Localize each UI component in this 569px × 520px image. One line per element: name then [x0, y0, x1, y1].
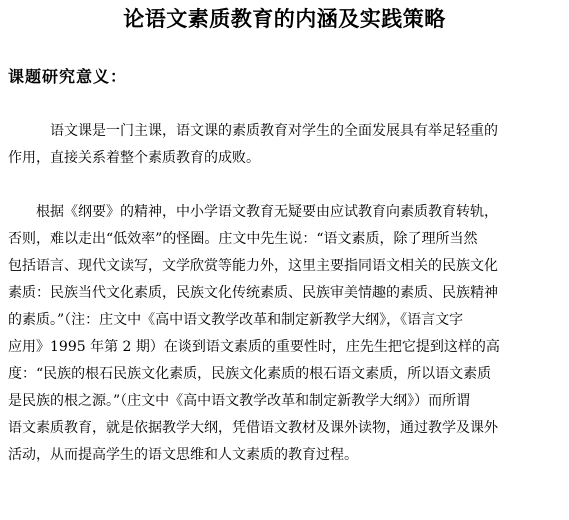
paragraph-line: 的素质。”（注：庄文中《高中语文教学改革和制定新教学大纲》，《语言文字 [8, 312, 464, 328]
paragraph-line: 包括语言、现代文读写，文学欣赏等能力外，这里主要指同语文相关的民族文化 [8, 258, 498, 274]
paragraph-line: 度：“民族的根石民族文化素质，民族文化素质的根石语文素质，所以语文素质 [8, 366, 492, 382]
document-title: 论语文素质教育的内涵及实践策略 [123, 6, 446, 31]
section-heading: 课题研究意义： [8, 67, 128, 86]
paragraph-line: 语文素质教育，就是依据教学大纲，凭借语文教材及课外读物，通过教学及课外 [8, 420, 498, 436]
paragraph-line: 否则，难以走出“低效率”的怪圈。庄文中先生说：“语文素质，除了理所当然 [8, 231, 478, 247]
paragraph-outline-spirit [8, 199, 562, 469]
paragraph-line: 应用》1995 年第 2 期）在谈到语文素质的重要性时，庄先生把它提到这样的高 [8, 339, 500, 355]
paragraph-line: 作用，直接关系着整个素质教育的成败。 [8, 150, 260, 166]
paragraph-significance-intro [8, 118, 562, 172]
paragraph-line: 是民族的根之源。”（庄文中《高中语文教学改革和制定新教学大纲》）而所谓 [8, 393, 471, 409]
paragraph-line: 活动，从而提高学生的语文思维和人文素质的教育过程。 [8, 447, 358, 463]
paragraph-line: 根据《纲要》的精神，中小学语文教育无疑要由应试教育向素质教育转轨， [36, 204, 498, 220]
paragraph-line: 素质：民族当代文化素质，民族文化传统素质、民族审美情趣的素质、民族精神 [8, 285, 498, 301]
paragraph-line: 语文课是一门主课，语文课的素质教育对学生的全面发展具有举足轻重的 [50, 123, 498, 139]
